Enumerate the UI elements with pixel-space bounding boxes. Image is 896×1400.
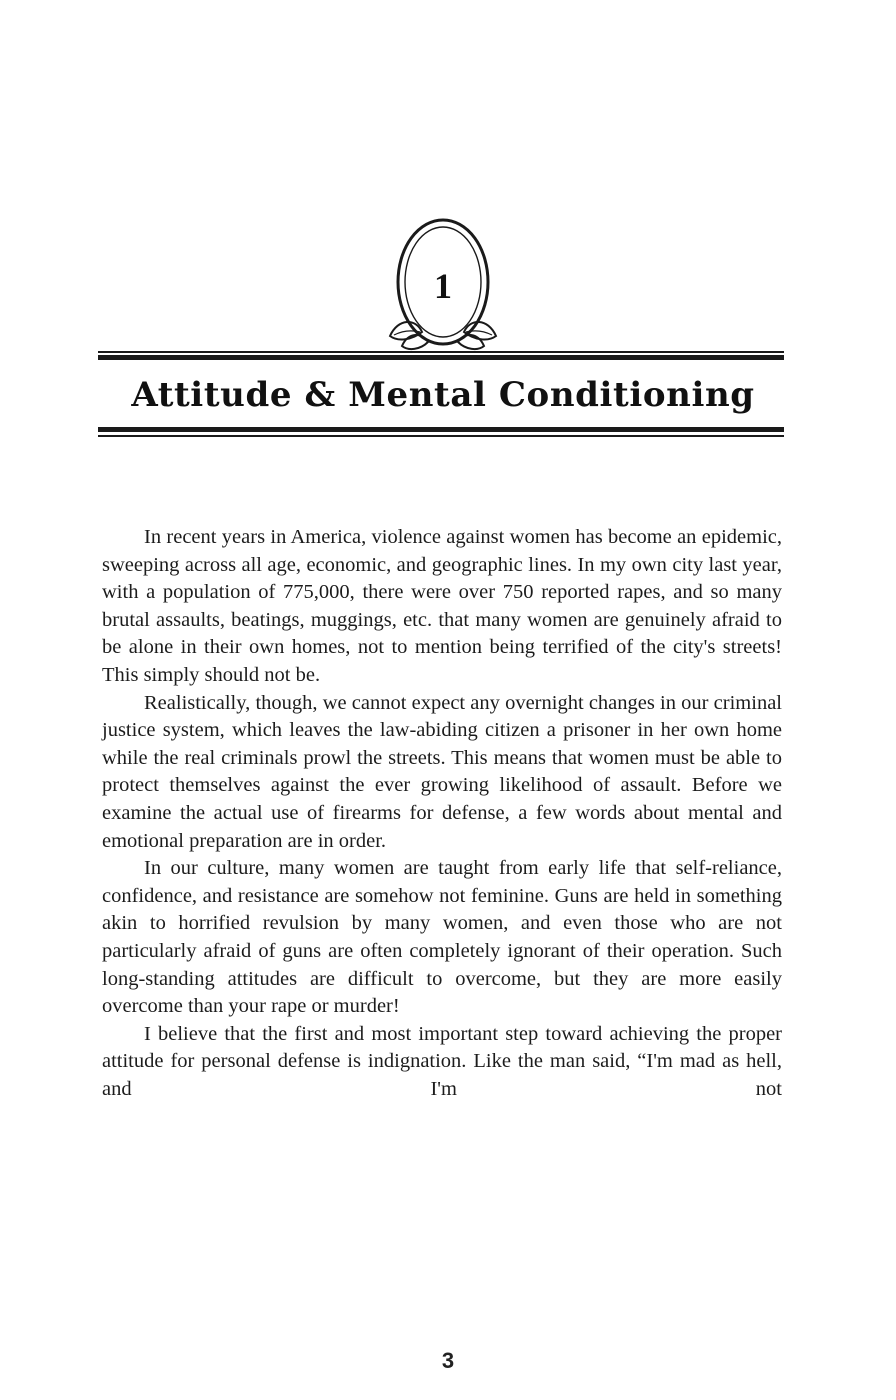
paragraph: In recent years in America, violence against women has become an epidemic, sweeping across all age, economic, and geographic lines. In my own city last year, with a population of 775,000, there were over 750 reported rapes, and so many brutal assaults, beatings, muggings, etc. that many women are genuinely afraid to be alone in their own homes, not to mention being terrified of the city's streets! This simply should not be.: [102, 526, 782, 686]
chapter-number: 1: [434, 266, 452, 306]
body-text: [102, 524, 782, 1103]
paragraph: I believe that the first and most important step toward achieving the proper attitude for personal defense is indignation. Like the man said, “I'm mad as hell, and I'm not: [102, 1022, 782, 1100]
title-rule-bottom: [98, 427, 784, 441]
chapter-title: Attitude & Mental Conditioning: [131, 375, 755, 415]
paragraph: Realistically, though, we cannot expect any overnight changes in our criminal justice system, which leaves the law-abiding citizen a prisoner in her own home while the real criminals prowl the streets. This means that women must be able to protect themselves against the ever growing likelihood of assault. Before we examine the actual use of firearms for defense, a few words about mental and emotional preparation are in order.: [102, 691, 782, 852]
title-rule-top: [98, 351, 784, 365]
paragraph: In our culture, many women are taught from early life that self-reliance, confidence, and resistance are somehow not feminine. Guns are held in something akin to horrified revulsion by many women, and even those who are not particularly afraid of guns are often completely ignorant of their operation. Such long-standing attitudes are difficult to overcome, but they are more easily overcome than your rape or murder!: [102, 857, 782, 1018]
page-number: 3: [441, 1348, 455, 1373]
